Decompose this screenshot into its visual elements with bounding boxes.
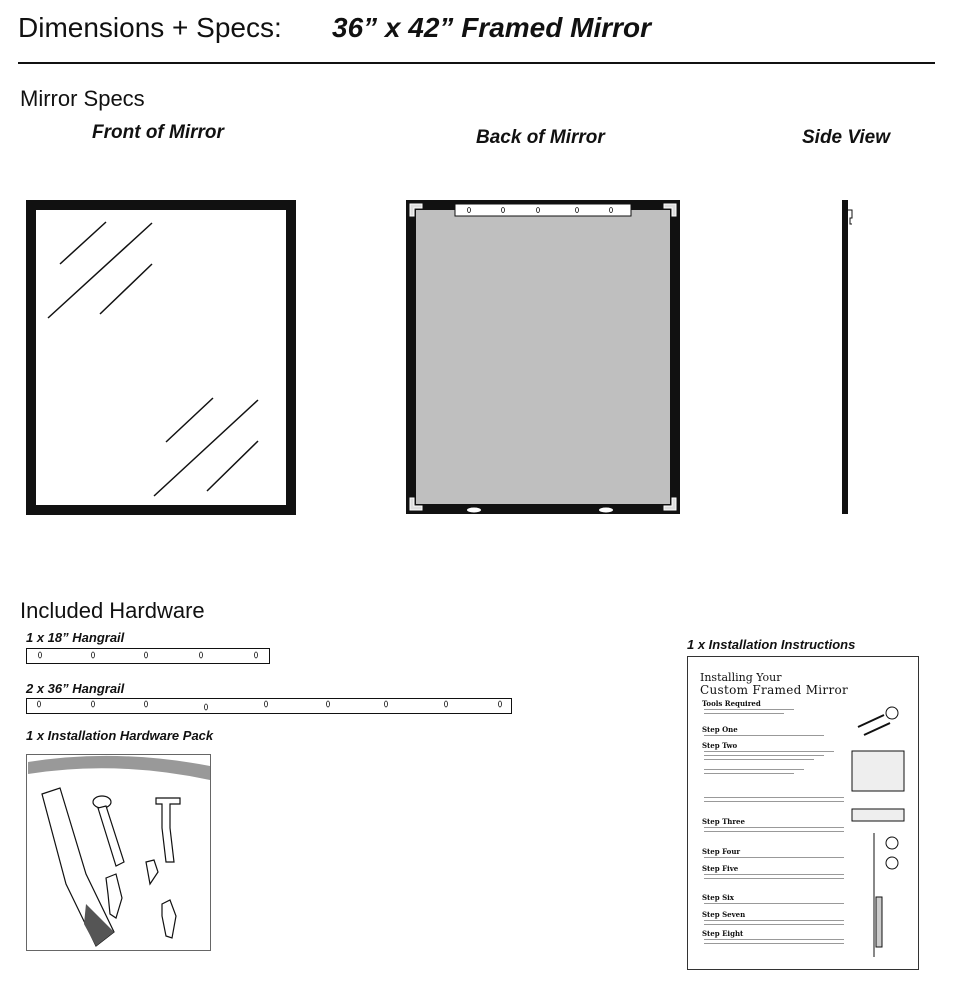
doc-text-line	[704, 827, 844, 828]
hardware-pack-label: 1 x Installation Hardware Pack	[26, 728, 214, 743]
doc-text-line	[704, 735, 824, 736]
doc-step-diagram-1	[850, 749, 906, 793]
back-mirror-diagram	[406, 200, 680, 516]
side-view-diagram	[836, 200, 860, 516]
side-view-label: Side View	[802, 127, 890, 148]
doc-text-line	[704, 857, 844, 858]
doc-step-diagram-3	[864, 833, 904, 957]
doc-text-line	[704, 939, 844, 940]
doc-text-line	[704, 874, 844, 875]
doc-step: Step One	[702, 725, 738, 734]
doc-title-line2: Custom Framed Mirror	[700, 683, 849, 697]
hangrail-36-label: 2 x 36” Hangrail	[26, 681, 125, 696]
front-mirror-diagram	[26, 200, 296, 516]
hardware-pack-illustration	[26, 754, 212, 952]
doc-step: Step Eight	[702, 929, 744, 938]
front-of-mirror-label: Front of Mirror	[92, 122, 224, 143]
page-subtitle: 36” x 42” Framed Mirror	[332, 12, 652, 43]
header-divider	[18, 62, 935, 64]
doc-text-line	[704, 801, 844, 802]
hangrail-18-diagram	[26, 648, 272, 666]
doc-step: Tools Required	[702, 699, 761, 708]
hangrail-36-diagram	[26, 698, 514, 716]
doc-step: Step Seven	[702, 910, 746, 919]
doc-text-line	[704, 878, 844, 879]
doc-step: Step Four	[702, 847, 741, 856]
doc-text-line	[704, 755, 824, 756]
doc-text-line	[704, 924, 844, 925]
doc-text-line	[704, 797, 844, 798]
doc-text-line	[704, 831, 844, 832]
doc-step: Step Five	[702, 864, 739, 873]
doc-step-diagram-2	[850, 807, 906, 823]
doc-text-line	[704, 709, 794, 710]
installation-instructions-document	[687, 656, 919, 970]
doc-text-line	[704, 943, 844, 944]
back-of-mirror-label: Back of Mirror	[476, 127, 605, 148]
hangrail-18-label: 1 x 18” Hangrail	[26, 630, 125, 645]
doc-text-line	[704, 751, 834, 752]
doc-step: Step Three	[702, 817, 745, 826]
doc-step: Step Two	[702, 741, 738, 750]
page-title: Dimensions + Specs:	[18, 12, 282, 43]
mirror-specs-heading: Mirror Specs	[20, 86, 145, 111]
doc-tools-illustration	[854, 701, 904, 741]
doc-text-line	[704, 903, 844, 904]
doc-text-line	[704, 773, 794, 774]
doc-text-line	[704, 920, 844, 921]
doc-text-line	[704, 759, 814, 760]
doc-title-line1: Installing Your	[700, 671, 782, 684]
doc-text-line	[704, 713, 784, 714]
doc-text-line	[704, 769, 804, 770]
included-hardware-heading: Included Hardware	[20, 598, 205, 623]
doc-step: Step Six	[702, 893, 734, 902]
instructions-label: 1 x Installation Instructions	[687, 637, 856, 652]
